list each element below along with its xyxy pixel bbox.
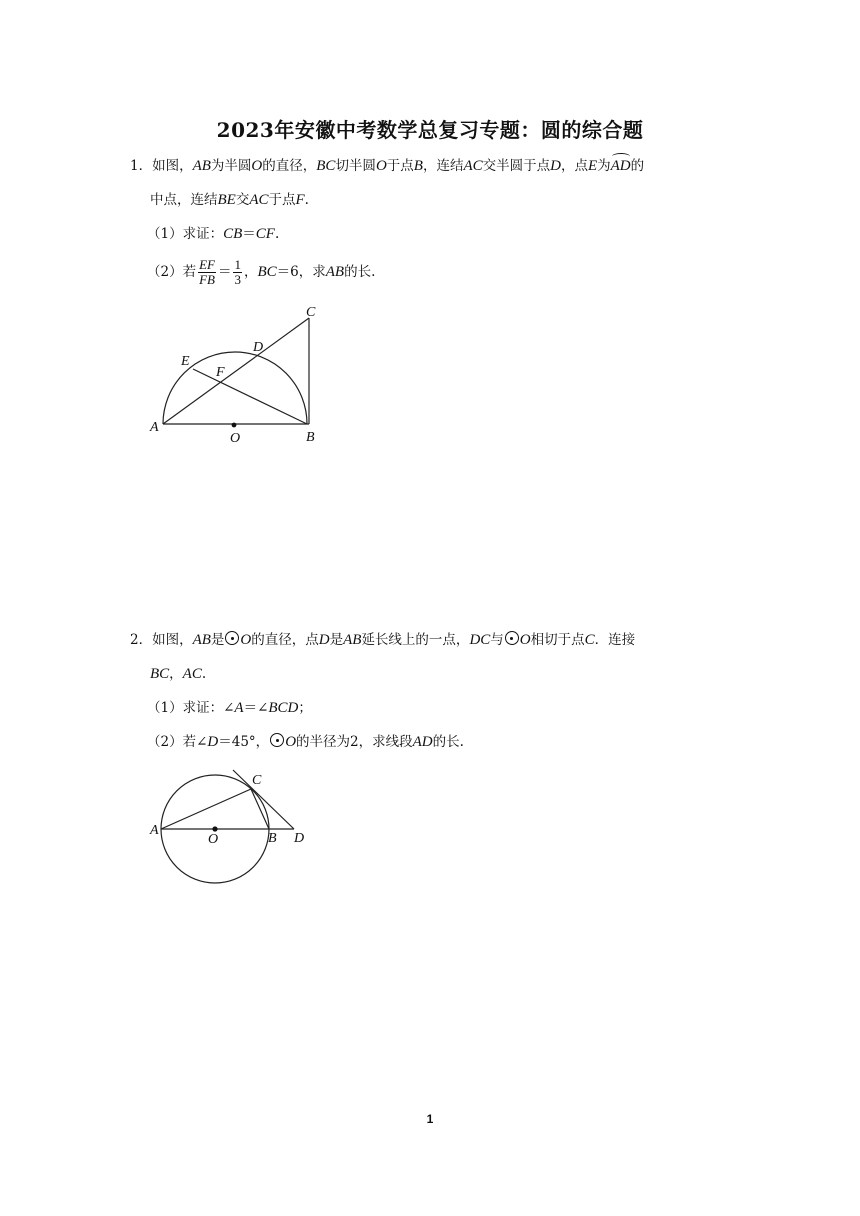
fraction-ef-fb: $\frac{EF}{FB}$ [199, 257, 215, 287]
q1-line-2: 中点，连结BE交AC于点F. [150, 192, 309, 208]
segment-ac [161, 789, 251, 829]
page-title: 2023年安徽中考数学总复习专题：圆的综合题 [216, 118, 644, 142]
q2-line-2: BC，AC. [150, 666, 207, 682]
label-a: A [150, 823, 159, 838]
segment-ac [163, 318, 309, 424]
fraction-one-third: $\frac{1}{3}$ [234, 257, 241, 287]
q2-figure [140, 760, 340, 890]
q1-part-2: （2）若 $\frac{EF}{FB}$ ＝ $\frac{1}{3}$ ，BC＝6，求AB的长. [147, 257, 376, 287]
label-c: C [252, 773, 262, 788]
q1-figure [140, 300, 340, 450]
q2-line-1: 2．如图，AB是 O的直径，点D是AB延长线上的一点，DC与 O相切于点C．连接 [130, 632, 636, 648]
q2-part-2: （2）若∠D＝45°， O的半径为2，求线段AD的长. [147, 734, 464, 750]
circle-dot-icon [225, 631, 239, 645]
label-a: A [150, 420, 159, 435]
label-d: D [253, 340, 264, 355]
label-c: C [306, 305, 316, 320]
label-e: E [181, 354, 190, 369]
tangent-dc [233, 770, 294, 829]
label-f: F [216, 365, 225, 380]
circle-dot-icon [505, 631, 519, 645]
center-point-o [212, 826, 217, 831]
page-number: 1 [426, 1112, 434, 1126]
arc-ad: AD [610, 158, 631, 174]
center-point-o [232, 423, 237, 428]
segment-bc [251, 789, 269, 829]
label-o: O [208, 832, 219, 847]
label-b: B [306, 430, 315, 445]
q1-part-1: （1）求证：CB＝CF. [147, 226, 280, 242]
label-o: O [230, 431, 241, 446]
q2-part-1: （1）求证：∠A＝∠BCD； [147, 700, 312, 716]
q2-number: 2． [130, 632, 153, 648]
q1-line-1: 1．如图，AB为半圆O的直径，BC切半圆O于点B，连结AC交半圆于点D，点E为AD的 [130, 158, 645, 174]
label-d: D [294, 831, 305, 846]
q1-number: 1． [130, 158, 153, 174]
circle-dot-icon [270, 733, 284, 747]
label-b: B [268, 831, 277, 846]
